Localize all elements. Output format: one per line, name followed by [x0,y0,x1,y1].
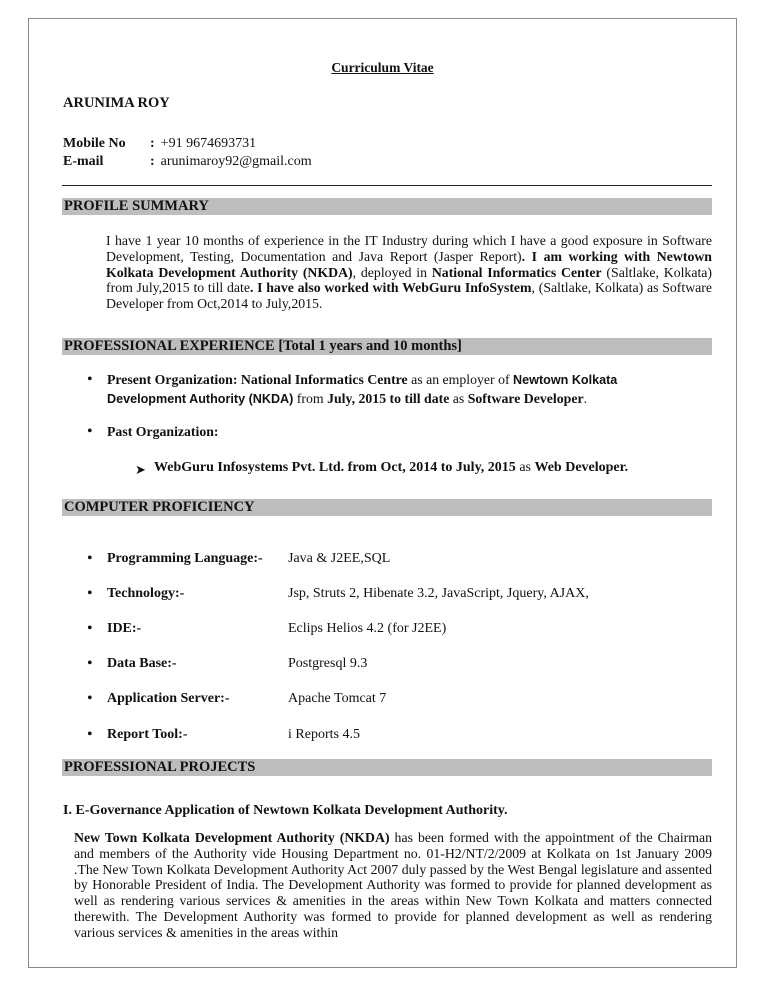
present-organization-item: • Present Organization: National Informatics Centre as an employer of Newtown Kolkata Development Authority (NKDA) from July, 2015 to till date as Software Developer. [87,371,618,406]
proficiency-value: Eclips Helios 4.2 (for J2EE) [288,621,447,636]
mobile-separator: : [150,136,155,151]
proficiency-value: Java & J2EE,SQL [288,551,391,566]
proficiency-label: Application Server:- [107,691,230,706]
email-value-row [150,154,312,170]
bullet-icon: • [87,585,93,602]
profile-summary-heading: PROFILE SUMMARY [62,198,712,215]
proficiency-value: Jsp, Struts 2, Hibenate 3.2, JavaScript, Jquery, AJAX, [288,586,589,601]
candidate-name: ARUNIMA ROY [63,95,170,111]
profile-summary-text: I have 1 year 10 months of experience in the IT Industry during which I have a good exposure in Software Development, Testing, Documentation and Java Report (Jasper Report). I am working with Newtown Kolkata Development Authority (NKDA), deployed in National Informatics Center (Saltlake, Kolkata) from July,2015 to till date. I have also worked with WebGuru InfoSystem, (Saltlake, Kolkata) as Software Developer from Oct,2014 to July,2015. [106,233,712,312]
bullet-icon: • [87,423,93,440]
proficiency-label: Technology:- [107,586,185,601]
bullet-icon: • [87,726,93,743]
past-organization-detail: WebGuru Infosystems Pvt. Ltd. from Oct, 2014 to July, 2015 as Web Developer. [154,460,629,475]
document-title: Curriculum Vitae [331,60,434,75]
bullet-icon: • [87,655,93,672]
cv-page [28,18,737,968]
proficiency-value: Apache Tomcat 7 [288,691,387,706]
proficiency-label: Programming Language:- [107,551,263,566]
mobile-value: +91 9674693731 [160,136,257,151]
mobile-label: Mobile No [63,136,126,151]
present-organization-label: Present Organization: National Informatics Centre [107,372,408,387]
project-description: New Town Kolkata Development Authority (NKDA) has been formed with the appointment of the Chairman and members of the Authority vide Housing Department no. 01-H2/NT/2/2009 at Kolkata on 1st January 2009 .The New Town Kolkata Development Authority Act 2007 duly passed by the West Bengal legislature and assented by Honorable President of India. The Development Authority was formed to provide for planned development as well as rendering various services & amenities in the areas within New Town Kolkata and matters connected therewith. The Development Authority was formed to provide for planned development as well as rendering various services & amenities in the areas within [74,830,712,940]
bullet-icon: • [87,620,93,637]
experience-heading: PROFESSIONAL EXPERIENCE [Total 1 years and 10 months] [62,338,712,355]
email-value: arunimaroy92@gmail.com [160,154,312,169]
proficiency-value: i Reports 4.5 [288,727,360,742]
computer-proficiency-heading: COMPUTER PROFICIENCY [62,499,712,516]
proficiency-label: Report Tool:- [107,727,188,742]
bullet-icon: • [87,690,93,707]
proficiency-label: IDE:- [107,621,142,636]
email-label: E-mail [63,154,104,169]
contact-divider [62,185,712,186]
email-separator: : [150,154,155,169]
bullet-icon: • [87,371,93,388]
arrow-bullet-icon: ➤ [135,462,146,477]
proficiency-label: Data Base:- [107,656,177,671]
professional-projects-heading: PROFESSIONAL PROJECTS [62,759,712,776]
bullet-icon: • [87,550,93,567]
proficiency-value: Postgresql 9.3 [288,656,368,671]
past-organization-label: Past Organization: [107,424,219,439]
project-title: I. E-Governance Application of Newtown Kolkata Development Authority. [63,803,508,818]
mobile-value-row [150,136,256,152]
